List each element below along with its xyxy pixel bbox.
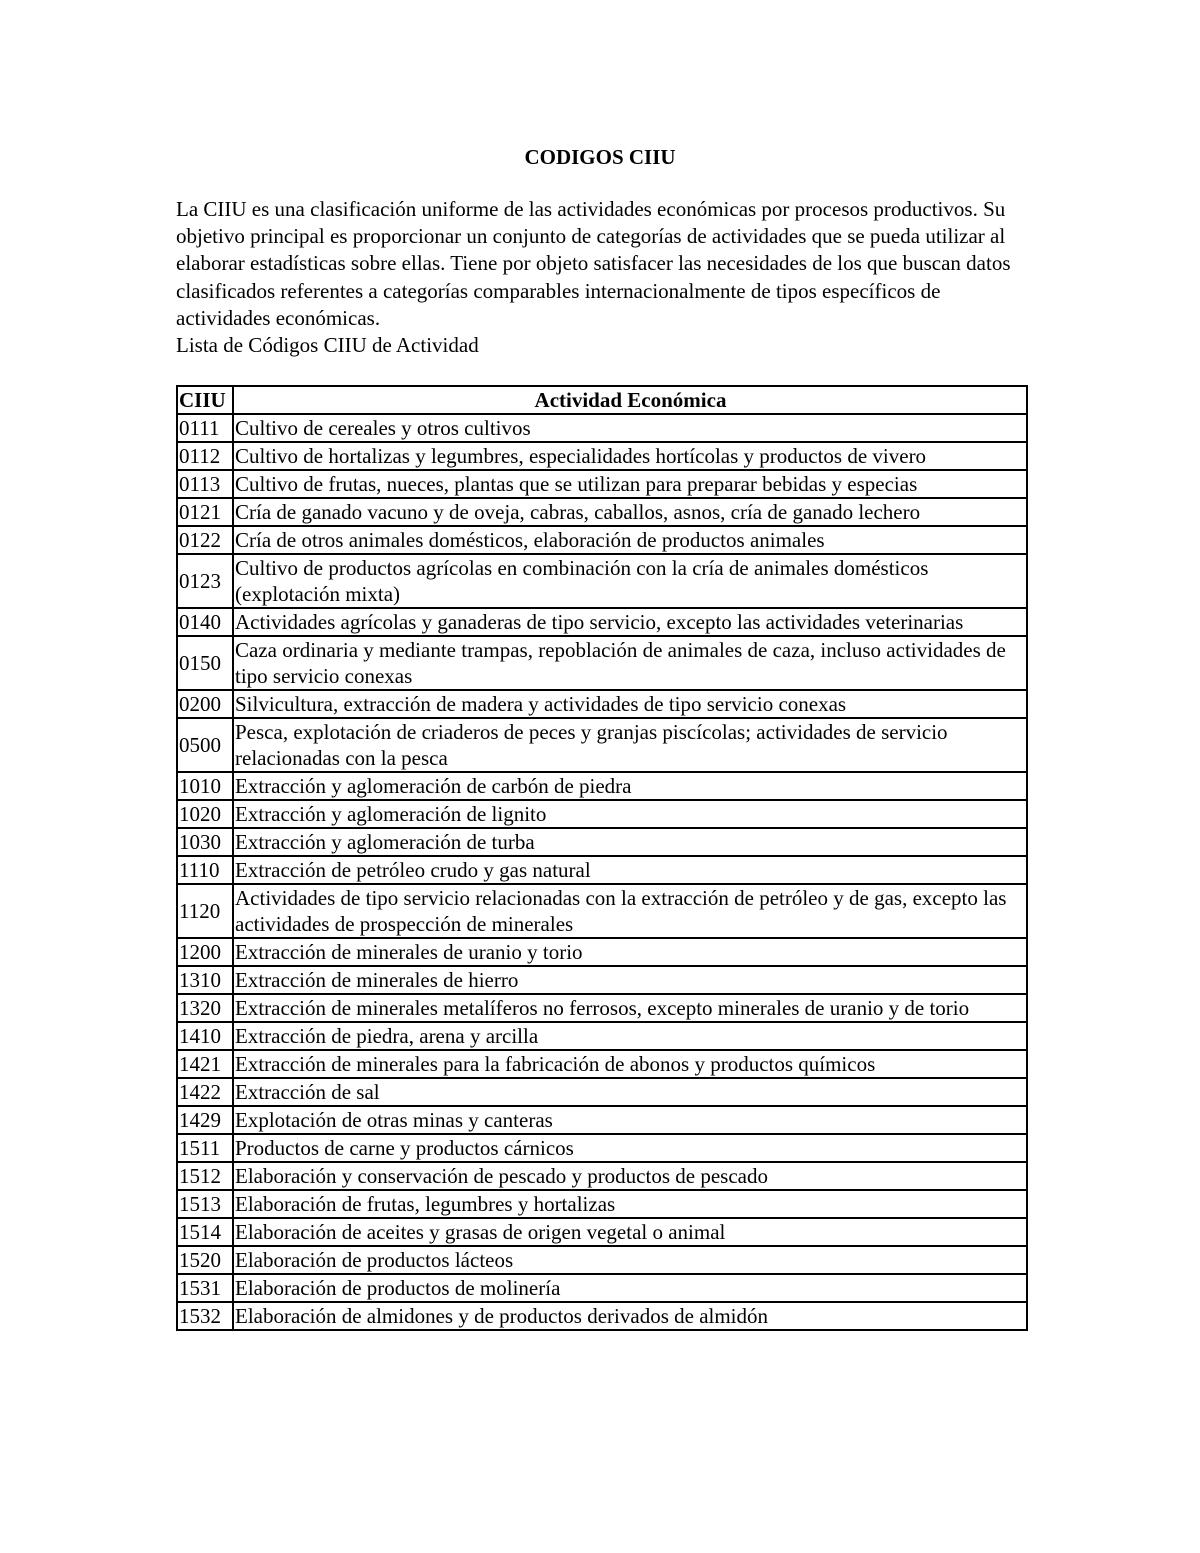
header-activity: Actividad Económica [233, 386, 1027, 414]
ciiu-code-cell: 1511 [177, 1134, 233, 1162]
intro-paragraph: La CIIU es una clasificación uniforme de las actividades económicas por procesos productivos. Su objetivo principal es proporcionar un conjunto de categorías de actividades que se pueda utilizar al elaborar estadísticas sobre ellas. Tiene por objeto satisfacer las necesidades de los que buscan datos clasificados referentes a categorías comparables internacionalmente de tipos específicos de actividades económicas. [176, 197, 1011, 330]
table-row [177, 1022, 1027, 1050]
activity-cell: Productos de carne y productos cárnicos [233, 1134, 1027, 1162]
ciiu-code-cell: 0113 [177, 470, 233, 498]
ciiu-code-cell: 1421 [177, 1050, 233, 1078]
table-row [177, 1274, 1027, 1302]
table-row [177, 1106, 1027, 1134]
activity-cell: Cría de otros animales domésticos, elaboración de productos animales [233, 526, 1027, 554]
table-row [177, 718, 1027, 772]
ciiu-code-cell: 1429 [177, 1106, 233, 1134]
activity-cell: Extracción de minerales para la fabricación de abonos y productos químicos [233, 1050, 1027, 1078]
ciiu-code-cell: 0111 [177, 414, 233, 442]
table-body [177, 414, 1027, 1330]
table-row [177, 1134, 1027, 1162]
table-row [177, 884, 1027, 938]
table-row [177, 938, 1027, 966]
table-row [177, 800, 1027, 828]
table-row [177, 994, 1027, 1022]
ciiu-code-cell: 1310 [177, 966, 233, 994]
activity-cell: Extracción y aglomeración de carbón de piedra [233, 772, 1027, 800]
table-row [177, 1162, 1027, 1190]
table-row [177, 772, 1027, 800]
activity-cell: Cultivo de frutas, nueces, plantas que se utilizan para preparar bebidas y especias [233, 470, 1027, 498]
table-row [177, 608, 1027, 636]
ciiu-code-cell: 1020 [177, 800, 233, 828]
document-title: CODIGOS CIIU [524, 145, 676, 169]
activity-cell: Explotación de otras minas y canteras [233, 1106, 1027, 1134]
ciiu-code-cell: 1513 [177, 1190, 233, 1218]
activity-cell: Elaboración de productos lácteos [233, 1246, 1027, 1274]
activity-cell: Elaboración de almidones y de productos derivados de almidón [233, 1302, 1027, 1330]
table-row [177, 554, 1027, 608]
list-label: Lista de Códigos CIIU de Actividad [176, 333, 479, 358]
table-row [177, 828, 1027, 856]
activity-cell: Extracción y aglomeración de turba [233, 828, 1027, 856]
ciiu-code-cell: 0122 [177, 526, 233, 554]
table-row [177, 526, 1027, 554]
table-row [177, 470, 1027, 498]
table-header-row [177, 386, 1027, 414]
activity-cell: Silvicultura, extracción de madera y actividades de tipo servicio conexas [233, 690, 1027, 718]
ciiu-code-cell: 1120 [177, 884, 233, 938]
table-row [177, 1050, 1027, 1078]
ciiu-code-cell: 1520 [177, 1246, 233, 1274]
activity-cell: Pesca, explotación de criaderos de peces y granjas piscícolas; actividades de servicio relacionadas con la pesca [233, 718, 1027, 772]
ciiu-code-cell: 1422 [177, 1078, 233, 1106]
table-row [177, 442, 1027, 470]
ciiu-code-cell: 1531 [177, 1274, 233, 1302]
ciiu-code-cell: 0121 [177, 498, 233, 526]
activity-cell: Extracción de minerales de hierro [233, 966, 1027, 994]
table-row [177, 1302, 1027, 1330]
ciiu-code-cell: 1320 [177, 994, 233, 1022]
activity-cell: Cultivo de hortalizas y legumbres, especialidades hortícolas y productos de vivero [233, 442, 1027, 470]
ciiu-code-cell: 0112 [177, 442, 233, 470]
ciiu-code-cell: 1512 [177, 1162, 233, 1190]
activity-cell: Elaboración y conservación de pescado y productos de pescado [233, 1162, 1027, 1190]
activity-cell: Actividades de tipo servicio relacionadas con la extracción de petróleo y de gas, excepto las actividades de prospección de minerales [233, 884, 1027, 938]
intro-section [176, 196, 1036, 359]
activity-cell: Extracción de petróleo crudo y gas natural [233, 856, 1027, 884]
activity-cell: Cultivo de productos agrícolas en combinación con la cría de animales domésticos (explotación mixta) [233, 554, 1027, 608]
table-row [177, 1190, 1027, 1218]
ciiu-code-cell: 1110 [177, 856, 233, 884]
activity-cell: Extracción de piedra, arena y arcilla [233, 1022, 1027, 1050]
activity-cell: Extracción de sal [233, 1078, 1027, 1106]
activity-cell: Elaboración de aceites y grasas de origen vegetal o animal [233, 1218, 1027, 1246]
table-row [177, 1218, 1027, 1246]
ciiu-code-cell: 1410 [177, 1022, 233, 1050]
activity-cell: Cría de ganado vacuno y de oveja, cabras, caballos, asnos, cría de ganado lechero [233, 498, 1027, 526]
ciiu-code-cell: 1532 [177, 1302, 233, 1330]
activity-cell: Elaboración de frutas, legumbres y hortalizas [233, 1190, 1027, 1218]
activity-cell: Extracción de minerales de uranio y torio [233, 938, 1027, 966]
table-row [177, 498, 1027, 526]
activity-cell: Caza ordinaria y mediante trampas, repoblación de animales de caza, incluso actividades de tipo servicio conexas [233, 636, 1027, 690]
table-row [177, 1246, 1027, 1274]
ciiu-table [176, 385, 1028, 1331]
activity-cell: Extracción de minerales metalíferos no ferrosos, excepto minerales de uranio y de torio [233, 994, 1027, 1022]
table-row [177, 636, 1027, 690]
ciiu-code-cell: 1010 [177, 772, 233, 800]
table-row [177, 966, 1027, 994]
activity-cell: Actividades agrícolas y ganaderas de tipo servicio, excepto las actividades veterinarias [233, 608, 1027, 636]
table-row [177, 1078, 1027, 1106]
activity-cell: Cultivo de cereales y otros cultivos [233, 414, 1027, 442]
table-row [177, 690, 1027, 718]
ciiu-code-cell: 1200 [177, 938, 233, 966]
ciiu-code-cell: 0140 [177, 608, 233, 636]
table-row [177, 856, 1027, 884]
ciiu-code-cell: 0150 [177, 636, 233, 690]
table-row [177, 414, 1027, 442]
activity-cell: Elaboración de productos de molinería [233, 1274, 1027, 1302]
header-code: CIIU [177, 386, 233, 414]
ciiu-code-cell: 0123 [177, 554, 233, 608]
activity-cell: Extracción y aglomeración de lignito [233, 800, 1027, 828]
ciiu-code-cell: 1514 [177, 1218, 233, 1246]
ciiu-code-cell: 0200 [177, 690, 233, 718]
ciiu-code-cell: 0500 [177, 718, 233, 772]
ciiu-code-cell: 1030 [177, 828, 233, 856]
